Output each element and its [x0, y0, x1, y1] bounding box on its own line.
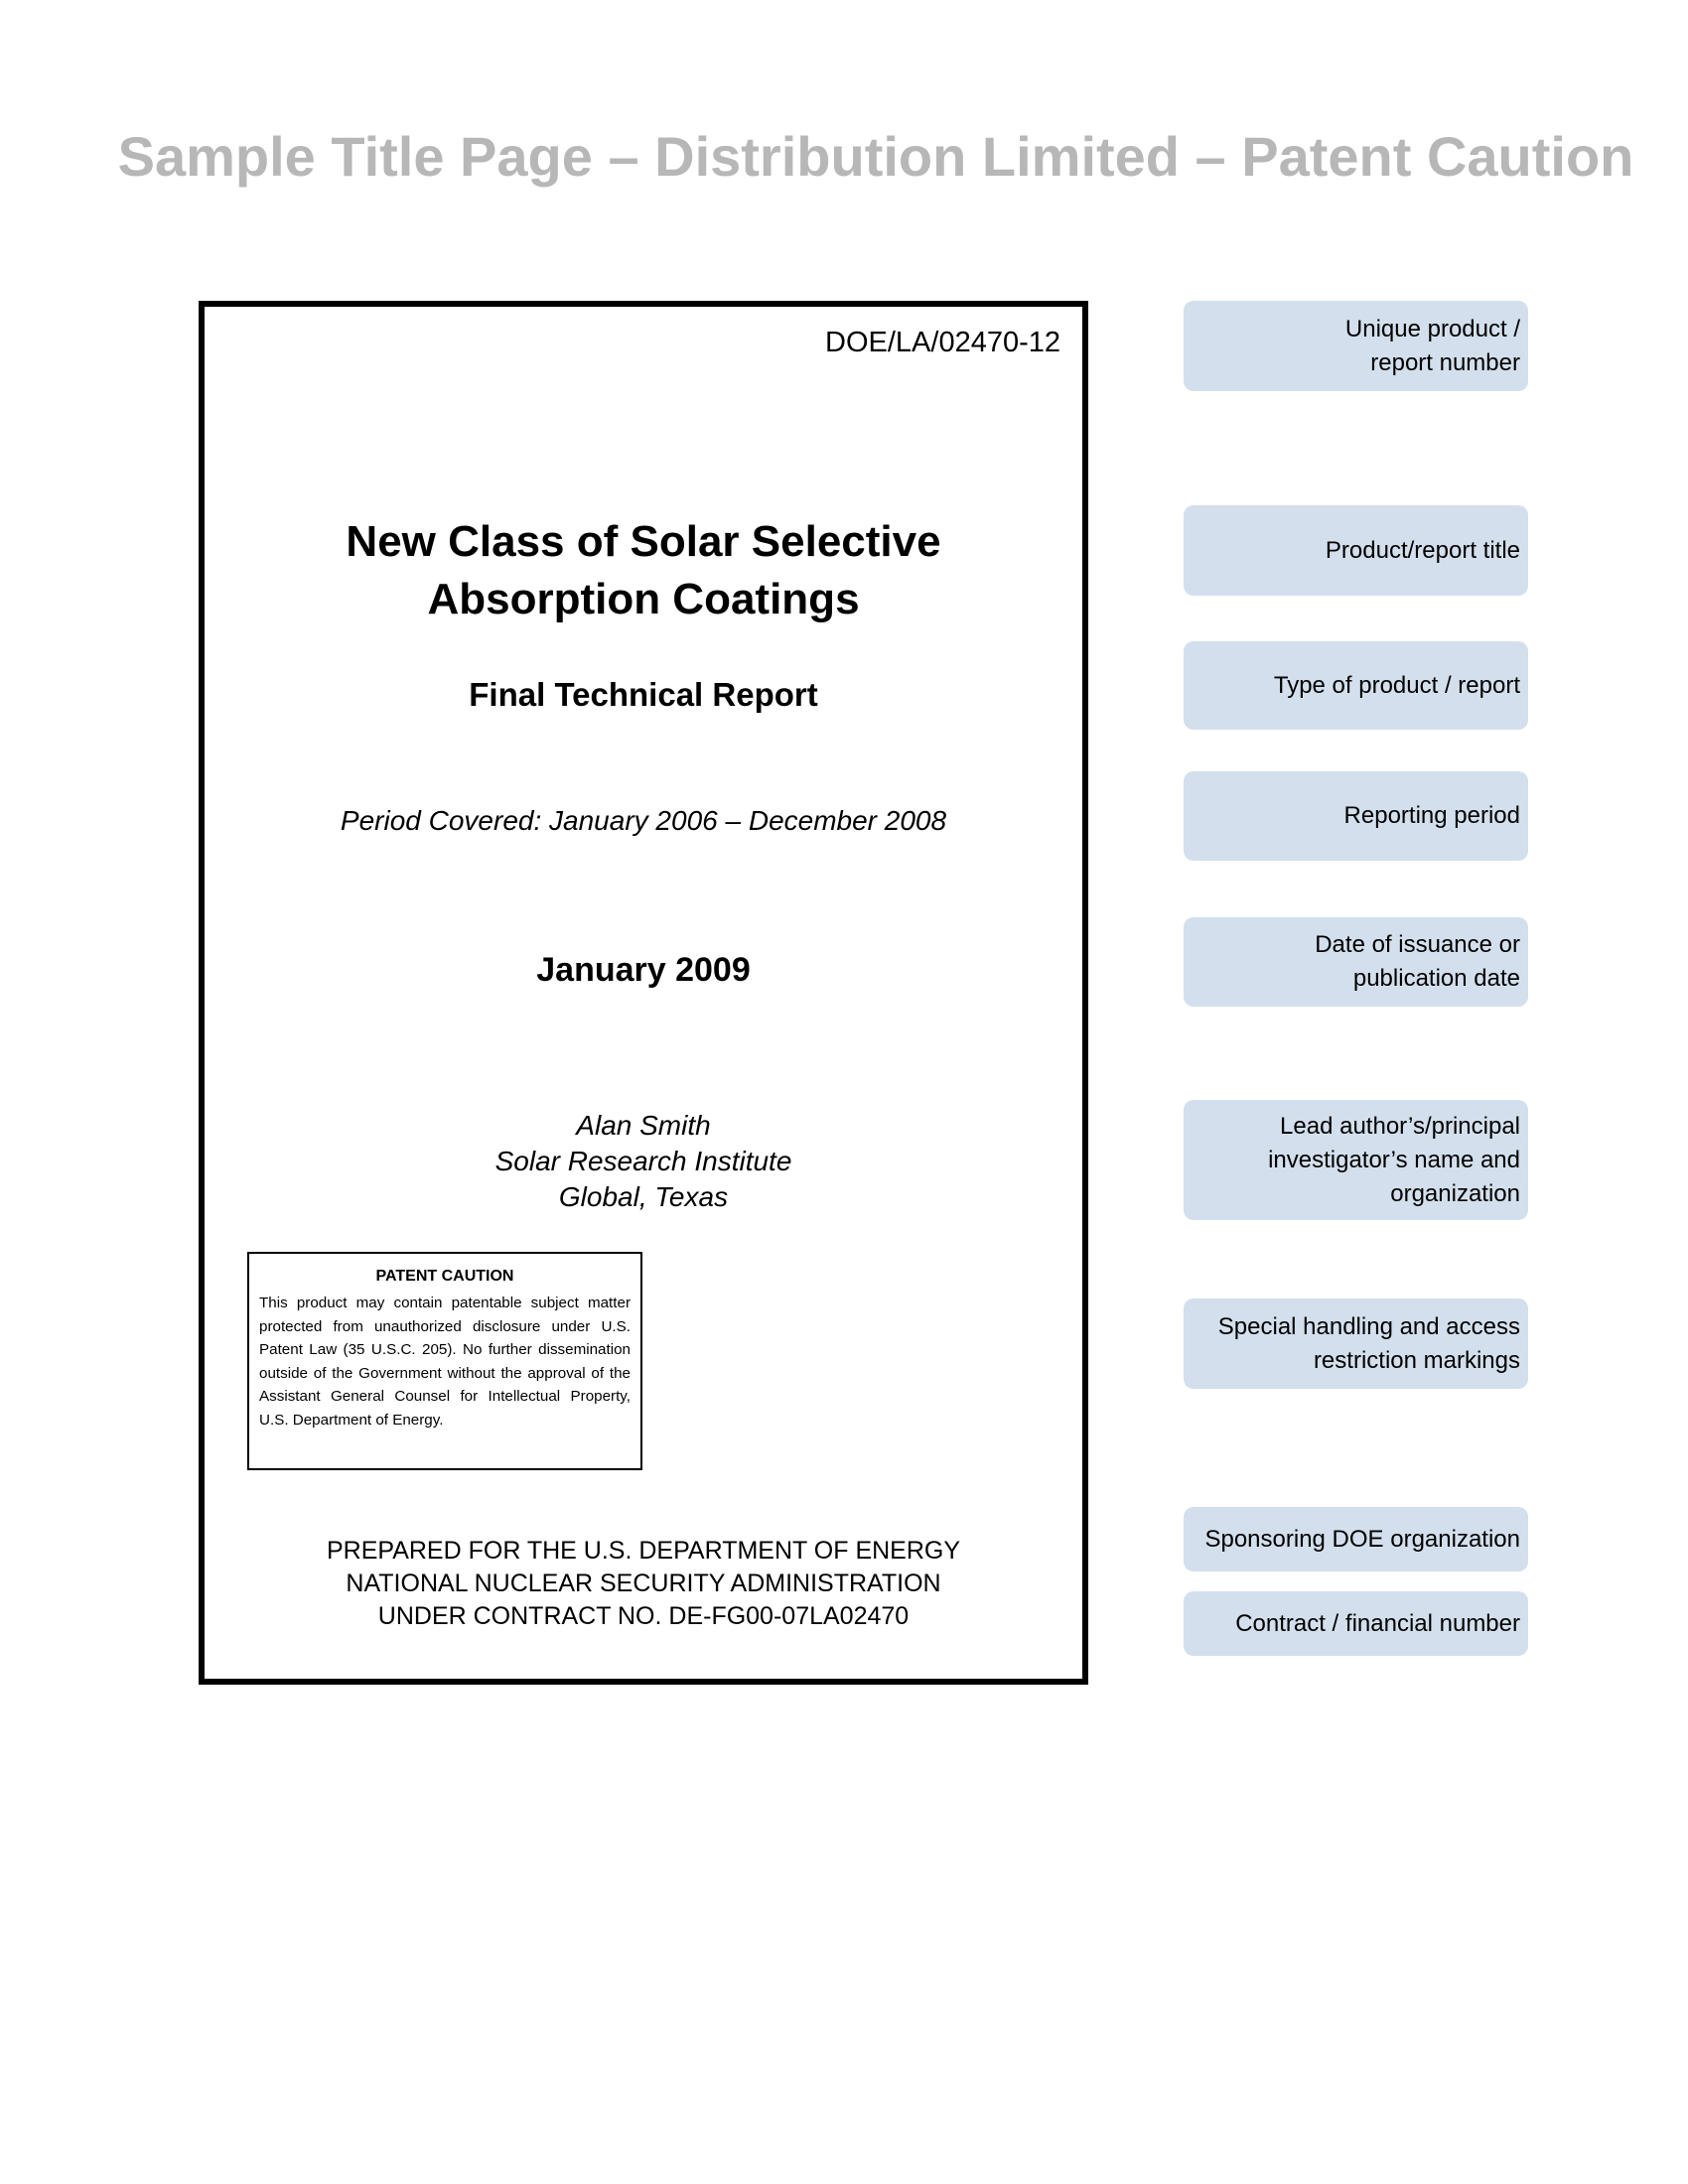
- callout-report-title-label: Product/report title: [1325, 536, 1520, 564]
- prepared-line-2: NATIONAL NUCLEAR SECURITY ADMINISTRATION: [346, 1570, 941, 1597]
- report-number: DOE/LA/02470-12: [825, 327, 1060, 358]
- callout-reporting-period-label: Reporting period: [1343, 802, 1520, 829]
- prepared-line-1: PREPARED FOR THE U.S. DEPARTMENT OF ENERGY: [326, 1537, 961, 1565]
- prepared-for-block: [205, 1535, 1082, 1633]
- callout-lead-author-line-3: organization: [1390, 1179, 1520, 1207]
- patent-caution-body: This product may contain patentable subject matter protected from unauthorized disclosure under U.S. Patent Law (35 U.S.C. 205). No further dissemination outside of the Government without the approval of the Assistant General Counsel for Intellectual Property, U.S. Department of Energy.: [259, 1295, 631, 1429]
- sample-title-page: [199, 301, 1088, 1685]
- callout-issuance-date-line-1: Date of issuance or: [1315, 931, 1520, 958]
- callout-report-number-line-2: report number: [1370, 348, 1520, 376]
- author-block: [205, 1108, 1082, 1215]
- callout-report-number: [1184, 301, 1528, 391]
- callout-contract-number: [1184, 1591, 1528, 1656]
- callout-report-type-label: Type of product / report: [1273, 671, 1520, 699]
- report-title-line-2: Absorption Coatings: [427, 575, 860, 623]
- patent-caution-heading: PATENT CAUTION: [375, 1268, 514, 1285]
- callout-contract-number-label: Contract / financial number: [1235, 1609, 1520, 1637]
- author-organization: Solar Research Institute: [494, 1146, 792, 1176]
- report-type: Final Technical Report: [469, 676, 818, 713]
- report-period: Period Covered: January 2006 – December 2008: [340, 805, 947, 836]
- callout-lead-author: [1184, 1100, 1528, 1220]
- callout-special-handling-line-1: Special handling and access: [1217, 1312, 1520, 1340]
- report-date: January 2009: [536, 951, 751, 989]
- report-title-line-1: New Class of Solar Selective: [346, 517, 941, 566]
- callout-report-title: [1184, 505, 1528, 596]
- callout-sponsoring-org: [1184, 1507, 1528, 1571]
- page-heading: Sample Title Page – Distribution Limited – Patent Caution: [117, 125, 1634, 188]
- callout-issuance-date-line-2: publication date: [1352, 965, 1520, 992]
- callout-report-type: [1184, 641, 1528, 730]
- callout-lead-author-line-2: investigator’s name and: [1268, 1146, 1520, 1173]
- callout-reporting-period: [1184, 771, 1528, 861]
- callout-report-number-line-1: Unique product /: [1344, 315, 1520, 342]
- callout-special-handling: [1184, 1298, 1528, 1389]
- patent-caution-box: [247, 1252, 642, 1470]
- author-name: Alan Smith: [576, 1110, 711, 1141]
- callout-special-handling-line-2: restriction markings: [1313, 1346, 1520, 1374]
- report-title: [205, 513, 1082, 628]
- callout-sponsoring-org-label: Sponsoring DOE organization: [1204, 1525, 1520, 1553]
- callout-issuance-date: [1184, 917, 1528, 1007]
- author-location: Global, Texas: [558, 1181, 729, 1212]
- callout-lead-author-line-1: Lead author’s/principal: [1280, 1112, 1520, 1140]
- prepared-line-3: UNDER CONTRACT NO. DE-FG00-07LA02470: [377, 1602, 910, 1630]
